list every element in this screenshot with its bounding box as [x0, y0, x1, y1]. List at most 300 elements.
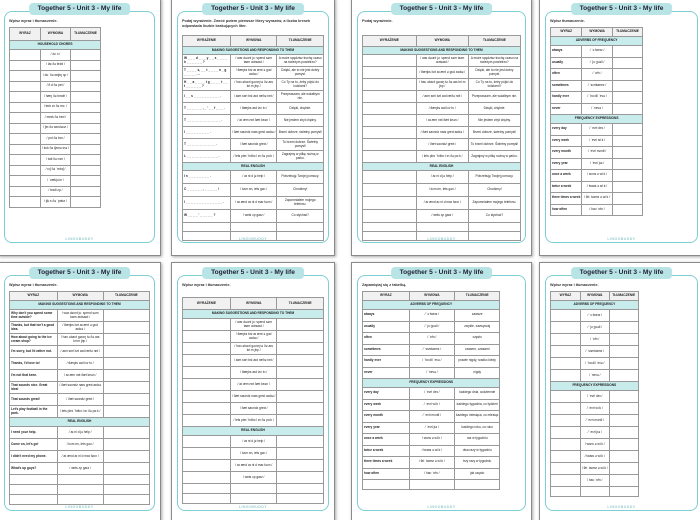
expression-blank[interactable] [183, 415, 231, 427]
pron-cell: / ˈɔːlweɪz / [580, 310, 609, 322]
pron-cell: / ˈɒfn / [582, 69, 612, 81]
word-blank[interactable] [10, 155, 41, 166]
trans-blank[interactable] [103, 406, 149, 418]
word-blank[interactable] [551, 415, 581, 427]
trans-blank[interactable] [277, 460, 324, 472]
worksheet-frequency-key [351, 262, 532, 520]
word-blank[interactable] [10, 71, 41, 82]
trans-blank[interactable] [103, 451, 149, 463]
trans-blank[interactable] [277, 319, 324, 331]
trans-cell: każdego roku, co roku [455, 422, 500, 434]
word-cell: every month [363, 411, 410, 423]
trans-blank[interactable] [612, 204, 642, 216]
expression-blank[interactable] [183, 319, 231, 331]
trans-blank[interactable] [612, 181, 642, 193]
trans-cell: czasem, czasami [455, 344, 500, 356]
expression-blank[interactable] [363, 197, 417, 210]
pron-cell: / aɪ niːd jə help / [57, 427, 103, 439]
trans-blank[interactable] [277, 415, 324, 427]
word-blank[interactable] [10, 50, 41, 61]
trans-blank[interactable] [70, 81, 100, 92]
header-pronunciation: WYMOWA [230, 298, 277, 310]
blank-cell [230, 494, 277, 504]
trans-blank[interactable] [609, 475, 638, 487]
pron-cell: / ˈevri wiːk / [409, 399, 454, 411]
header-translation: TŁUMACZENIE [277, 298, 324, 310]
sheet-instruction: Podaj wyrażenie. Zwróć potem pierwsze litery wyrazów, a liczba kresek odpowiada liczbie brakujących liter. [182, 19, 311, 28]
brand-logo: LINGOBUDDY [427, 237, 456, 241]
blank-cell [10, 495, 58, 505]
word-blank[interactable] [551, 358, 581, 370]
clue-cell[interactable]: C _ _ _ _ _ _ , _ _ _ _ _ ! [183, 184, 231, 197]
section-title: ADVERBS OF FREQUENCY [551, 37, 643, 46]
pron-cell: / haʊ əbaʊt gəʊɪŋ tə ðə aɪs kriːm ʃɒp / [416, 79, 468, 91]
pron-cell: / wɒts ʌp gaɪz / [230, 472, 277, 484]
sheet-title: Together 5 - Unit 3 - My life [29, 3, 131, 15]
blank-cell[interactable] [277, 484, 324, 494]
pron-cell: / dʌ n / [40, 50, 70, 61]
pron-cell: / ˈevri wiːk / [580, 403, 609, 415]
pron-cell: / kʊk ðə tʃʌmə ɪnə / [40, 144, 70, 155]
pron-cell: / ˈɔːlweɪz / [582, 46, 612, 58]
trans-blank[interactable] [609, 310, 638, 322]
expression-blank[interactable] [363, 55, 417, 67]
blank-cell[interactable] [103, 495, 149, 505]
expression-blank[interactable] [183, 472, 231, 484]
clue-cell[interactable]: W _ _ _ _ ' _ _ _ _ _ ? [183, 210, 231, 223]
expression-blank[interactable] [183, 367, 231, 379]
trans-blank[interactable] [609, 391, 638, 403]
trans-blank[interactable] [609, 370, 638, 382]
word-blank[interactable] [10, 176, 41, 187]
sheet-title: Together 5 - Unit 3 - My life [202, 267, 304, 279]
pron-cell: / haʊ ˈɒfn / [582, 204, 612, 216]
word-cell: never [363, 367, 410, 379]
word-cell: often [551, 69, 582, 81]
pron-cell: / aɪ æm nɒt ðæt keən / [230, 379, 277, 391]
sheet-title: Together 5 - Unit 3 - My life [202, 3, 304, 15]
clue-cell[interactable]: I n _ _ _ _ _ _ _ _ . [183, 171, 231, 184]
trans-blank[interactable] [70, 144, 100, 155]
blank-cell[interactable] [551, 487, 581, 497]
trans-blank[interactable] [612, 147, 642, 159]
blank-cell[interactable] [183, 232, 231, 241]
trans-blank[interactable] [277, 379, 324, 391]
word-blank[interactable] [10, 186, 41, 197]
trans-blank[interactable] [70, 123, 100, 134]
clue-cell[interactable]: W _ _ _ d _ _ _ y _ _ s _ _ _ _ h _ _ _ _ _ _ ? [183, 55, 231, 67]
word-blank[interactable] [10, 144, 41, 155]
header-word: WYRAZ [551, 292, 581, 301]
trans-cell: zawsze [455, 310, 500, 322]
header-expression: WYRAŻENIE [183, 36, 231, 47]
trans-blank[interactable] [609, 322, 638, 334]
trans-blank[interactable] [103, 322, 149, 334]
trans-blank[interactable] [612, 135, 642, 147]
worksheet-frequency-translate [539, 0, 700, 256]
word-blank[interactable] [10, 123, 41, 134]
word-blank[interactable] [10, 197, 41, 208]
blank-cell [363, 480, 410, 490]
word-blank[interactable] [551, 322, 581, 334]
expression-blank[interactable] [183, 460, 231, 472]
word-blank[interactable] [551, 439, 581, 451]
expression-blank[interactable] [363, 115, 417, 127]
word-cell: usually [363, 321, 410, 333]
section-title: HOUSEHOLD CHORES [10, 41, 101, 50]
pron-cell: / kʌm ɒn, lets gəʊ / [416, 184, 468, 197]
blank-cell[interactable] [183, 484, 231, 494]
pron-cell: / aɪ ænd aɪ niːd maɪ fəʊn / [416, 197, 468, 210]
trans-blank[interactable] [609, 427, 638, 439]
expression-blank[interactable] [363, 67, 417, 79]
word-blank[interactable] [551, 427, 581, 439]
trans-blank[interactable] [277, 403, 324, 415]
pron-cell: / aɪ niːd jə help / [416, 171, 468, 184]
expression-blank[interactable] [363, 151, 417, 163]
trans-cell: Dzięki, ale to nie jest dobry pomysł. [468, 67, 520, 79]
trans-blank[interactable] [609, 439, 638, 451]
expression-blank[interactable] [363, 171, 417, 184]
section-title: MAKING SUGGESTIONS AND RESPONDING TO THEM [363, 47, 521, 55]
pron-cell: / ˈɒfn / [409, 333, 454, 345]
expression-blank[interactable] [183, 355, 231, 367]
trans-blank[interactable] [70, 165, 100, 176]
pron-cell: / ðæt saʊndz naɪs greɪt aɪdɪə / [57, 382, 103, 394]
pron-cell: / duː ðə wɒʃɪŋ ʌp / [40, 71, 70, 82]
expression-blank[interactable] [363, 210, 417, 223]
sheet-instruction: Podaj wyrażenie. [362, 19, 393, 23]
section-title: REAL ENGLISH [183, 163, 324, 171]
trans-blank[interactable] [609, 415, 638, 427]
pron-cell: / ˈɒfn / [580, 334, 609, 346]
blank-cell[interactable] [363, 223, 417, 232]
blank-cell [57, 475, 103, 485]
trans-blank[interactable] [70, 134, 100, 145]
trans-blank[interactable] [612, 92, 642, 104]
clue-cell[interactable]: T _ _ _ _ s, _ _ t _ _ _ _ n _ g _ _ _ _ _ ... [183, 67, 231, 79]
header-pronunciation: WYMOWA [230, 36, 277, 47]
trans-blank[interactable] [609, 358, 638, 370]
pron-cell: / ˈevri jɪə / [582, 158, 612, 170]
trans-blank[interactable] [103, 346, 149, 358]
pron-cell: / ˈnevə / [580, 370, 609, 382]
trans-blank[interactable] [277, 331, 324, 343]
pron-cell: / haʊ əbaʊt gəʊɪŋ tə ðə aɪs kriːm ʃɒp / [230, 343, 277, 355]
blank-cell [455, 480, 500, 490]
trans-cell: prawie nigdy, rzadko kiedy [455, 356, 500, 368]
blank-cell[interactable] [609, 487, 638, 497]
word-cell: never [551, 103, 582, 115]
pron-cell: / haʊ ˈɒfn / [580, 475, 609, 487]
pron-cell: / ˈevri mʌnθ / [409, 411, 454, 423]
expression-blank[interactable] [183, 343, 231, 355]
expression-blank[interactable] [183, 379, 231, 391]
trans-blank[interactable] [70, 50, 100, 61]
trans-cell: każdego dnia, codziennie [455, 388, 500, 400]
trans-cell: dwa razy w tygodniu [455, 445, 500, 457]
pron-cell: / wɒts ʌp gaɪz / [230, 210, 277, 223]
trans-blank[interactable] [103, 394, 149, 406]
clue-cell[interactable]: T _ _ _ _ _ _ _ _ _ _ _ _ _ . [183, 115, 231, 127]
pron-cell: / ˈjuːʒuəli / [580, 322, 609, 334]
brand-logo: LINGOBUDDY [607, 237, 636, 241]
word-blank[interactable] [551, 451, 581, 463]
word-blank[interactable] [551, 310, 581, 322]
word-blank[interactable] [10, 60, 41, 71]
word-cell: how often [363, 468, 410, 480]
trans-blank[interactable] [103, 382, 149, 394]
pron-cell: / θæŋks aɪd lʌv tʊ / [416, 103, 468, 115]
header-pronunciation: WYMOWA [409, 292, 454, 301]
word-blank[interactable] [551, 334, 581, 346]
trans-blank[interactable] [612, 124, 642, 136]
clue-cell[interactable]: T _ _ _ _ _ _ , _ ' _ _ f _ _ _ . [183, 103, 231, 115]
section-title: ADVERBS OF FREQUENCY [363, 301, 500, 310]
word-blank[interactable] [551, 475, 581, 487]
trans-cell: Zagrajmy w piłkę nożną w parku. [468, 151, 520, 163]
expression-blank[interactable] [363, 184, 417, 197]
vocab-table [550, 291, 639, 497]
expression-blank[interactable] [183, 403, 231, 415]
expression-blank[interactable] [363, 127, 417, 139]
trans-blank[interactable] [103, 334, 149, 346]
trans-blank[interactable] [612, 158, 642, 170]
pron-cell: / haʊ əbaʊt gəʊɪŋ tə ðə aɪs kriːm ʃɒp / [57, 334, 103, 346]
trans-blank[interactable] [609, 403, 638, 415]
trans-blank[interactable] [612, 69, 642, 81]
clue-cell[interactable]: I _ _ _ _ _ _ _ _ _ . [183, 127, 231, 139]
pron-cell: / waɪ dəʊnt juː spend səm taɪm aʊtsaɪd / [57, 310, 103, 322]
trans-blank[interactable] [277, 355, 324, 367]
word-cell: three times a week [551, 193, 582, 205]
trans-blank[interactable] [70, 113, 100, 124]
clue-cell[interactable]: L _ _ _ _ _ _ _ _ _ _ _ _ . [183, 151, 231, 163]
pron-cell: / ˈjuːʒuəli / [582, 57, 612, 69]
expression-cell: That sounds great! [10, 394, 58, 406]
trans-cell: To brzmi dobrze. Świetny pomysł! [468, 139, 520, 151]
section-title: REAL ENGLISH [363, 163, 521, 171]
trans-blank[interactable] [103, 439, 149, 451]
trans-blank[interactable] [612, 80, 642, 92]
trans-cell: Zapomniałem mojego telefonu. [468, 197, 520, 210]
blank-cell [57, 485, 103, 495]
expression-blank[interactable] [183, 331, 231, 343]
word-blank[interactable] [551, 370, 581, 382]
word-cell: how often [551, 204, 582, 216]
trans-blank[interactable] [612, 170, 642, 182]
trans-blank[interactable] [609, 463, 638, 475]
word-cell: sometimes [363, 344, 410, 356]
vocab-table [9, 291, 150, 505]
word-blank[interactable] [10, 92, 41, 103]
trans-blank[interactable] [612, 46, 642, 58]
brand-logo: LINGOBUDDY [238, 505, 268, 509]
trans-cell: nigdy [455, 367, 500, 379]
blank-cell[interactable] [103, 485, 149, 495]
blank-cell[interactable] [363, 232, 417, 241]
expression-blank[interactable] [363, 103, 417, 115]
pron-cell: / waɪ dəʊnt juː spend səm taɪm aʊtsaɪd / [230, 55, 277, 67]
blank-cell [409, 480, 454, 490]
pron-cell: / ðæt saʊndz greɪt / [57, 394, 103, 406]
pron-cell: / aɪ æm nɒt ðæt keən / [57, 370, 103, 382]
trans-blank[interactable] [103, 427, 149, 439]
word-cell: every day [363, 388, 410, 400]
trans-blank[interactable] [103, 310, 149, 322]
pron-cell: / waɪ dəʊnt juː spend səm taɪm aʊtsaɪd / [416, 55, 468, 67]
header-expression: WYRAŻENIE [363, 36, 417, 47]
sheet-instruction: Wpisz wyraz i tłumaczenie. [9, 283, 58, 287]
pron-cell: / ðæt saʊndz naɪs greɪt aɪdɪə / [416, 127, 468, 139]
trans-blank[interactable] [103, 463, 149, 475]
pron-cell: / θæŋks aɪd lʌv tʊ / [230, 367, 277, 379]
trans-blank[interactable] [277, 436, 324, 448]
pron-cell: / tɒɪdi ʌp / [40, 186, 70, 197]
word-blank[interactable] [10, 134, 41, 145]
section-title: ADVERBS OF FREQUENCY [551, 301, 639, 310]
trans-blank[interactable] [70, 71, 100, 82]
blank-cell[interactable] [277, 494, 324, 504]
trans-blank[interactable] [612, 193, 642, 205]
pron-cell: / lets pleɪ ˈfʊtbɔːl ɪn ðə pɑːk / [230, 415, 277, 427]
blank-cell [416, 223, 468, 232]
word-blank[interactable] [10, 165, 41, 176]
trans-blank[interactable] [277, 343, 324, 355]
worksheet-suggestions-key [0, 262, 161, 520]
trans-blank[interactable] [609, 334, 638, 346]
blank-cell [277, 223, 324, 232]
pron-cell: / ˈsʌmtaɪmz / [580, 346, 609, 358]
trans-blank[interactable] [609, 451, 638, 463]
trans-blank[interactable] [70, 197, 100, 208]
expression-cell: What's up guys? [10, 463, 58, 475]
trans-blank[interactable] [70, 92, 100, 103]
expression-blank[interactable] [363, 79, 417, 91]
trans-blank[interactable] [609, 346, 638, 358]
clue-cell[interactable]: T _ _ _ _ _ _ _ _ _ _ _ . [183, 139, 231, 151]
expression-blank[interactable] [183, 436, 231, 448]
word-blank[interactable] [10, 81, 41, 92]
header-translation: TŁUMACZENIE [612, 28, 642, 37]
clue-cell[interactable]: I _ _ _ _ _ _ _ _ _ _ _ _ _ _ . [183, 197, 231, 210]
trans-cell: Chodźmy! [277, 184, 324, 197]
trans-blank[interactable] [70, 155, 100, 166]
trans-blank[interactable] [103, 358, 149, 370]
pron-cell: / ðæt saʊndz greɪt / [230, 139, 277, 151]
pron-cell: / ˈnevə / [409, 367, 454, 379]
trans-cell: często [455, 333, 500, 345]
pron-cell: / θæŋks bʌt aɪ ænt ə gʊd aɪdɪə / [416, 67, 468, 79]
header-word: WYRAZ [363, 292, 410, 301]
worksheet-chores [0, 0, 161, 256]
pron-cell: / ðæt saʊndz naɪs greɪt aɪdɪə / [230, 127, 277, 139]
blank-cell[interactable] [183, 223, 231, 232]
pron-cell: / aɪ ænd aɪ niːd maɪ fəʊn / [57, 451, 103, 463]
trans-blank[interactable] [277, 472, 324, 484]
expression-blank[interactable] [183, 391, 231, 403]
word-blank[interactable] [551, 346, 581, 358]
worksheet-suggestions-clues [171, 0, 335, 256]
word-cell: every month [551, 147, 582, 159]
trans-blank[interactable] [277, 367, 324, 379]
word-blank[interactable] [551, 403, 581, 415]
expression-blank[interactable] [183, 448, 231, 460]
expression-cell: That sounds nice. Great idea! [10, 382, 58, 394]
header-pronunciation: WYMOWA [57, 292, 103, 301]
pron-cell: / ˈevri deɪ / [582, 124, 612, 136]
pron-cell: / teɪk ɪn ðə mɔː / [40, 102, 70, 113]
pron-cell: / wɒts ʌp gaɪz / [416, 210, 468, 223]
blank-cell [10, 475, 58, 485]
trans-blank[interactable] [277, 448, 324, 460]
trans-blank[interactable] [70, 176, 100, 187]
trans-cell: Brzmi dobrze, świetny pomysł! [468, 127, 520, 139]
pron-cell: / meɪk ðə bed / [40, 113, 70, 124]
trans-blank[interactable] [70, 102, 100, 113]
trans-blank[interactable] [70, 186, 100, 197]
word-blank[interactable] [10, 113, 41, 124]
pron-cell: / lets pleɪ ˈfʊtbɔːl ɪn ðə pɑːk / [416, 151, 468, 163]
word-cell: every year [363, 422, 410, 434]
header-word: WYRAZ [551, 28, 582, 37]
blank-cell[interactable] [183, 494, 231, 504]
expression-cell: I didn't need my phone. [10, 451, 58, 463]
trans-cell: A może spędzisz trochę czasu na świeżym powietrzu? [468, 55, 520, 67]
expression-blank[interactable] [363, 91, 417, 103]
sheet-instruction: Wpisz wyraz i tłumaczenie. [9, 19, 58, 23]
blank-cell[interactable] [103, 475, 149, 485]
pron-cell: / fiːd ðə pet / [40, 81, 70, 92]
trans-blank[interactable] [612, 57, 642, 69]
trans-cell: Chodźmy! [468, 184, 520, 197]
pron-cell: / ˈnevə / [582, 103, 612, 115]
word-blank[interactable] [551, 391, 581, 403]
expression-blank[interactable] [363, 139, 417, 151]
pron-cell: / hæŋ ðə lɒndri / [40, 92, 70, 103]
pron-cell: / tɪdi ðə rʊm / [40, 155, 70, 166]
word-cell: every week [363, 399, 410, 411]
trans-cell: Nie jestem zbyt chętny. [468, 115, 520, 127]
header-translation: TŁUMACZENIE [609, 292, 638, 301]
word-cell: every year [551, 158, 582, 170]
brand-logo: LINGOBUDDY [65, 505, 94, 509]
section-title: FREQUENCY EXPRESSIONS [551, 382, 639, 391]
header-translation: TŁUMACZENIE [70, 28, 100, 41]
word-cell: every day [551, 124, 582, 136]
clue-cell[interactable]: H _ _ a _ _ _ _ t g _ _ _ _ t _ _ t _ _ _ _ _ _ ? [183, 79, 231, 91]
pron-cell: / ˈvækjuːm / [40, 176, 70, 187]
pron-cell: / twaɪs ə wiːk / [580, 451, 609, 463]
pron-cell: / twaɪs ə wiːk / [409, 445, 454, 457]
pron-cell: / θæŋks bʌt aɪ ænt ə gʊd aɪdɪə / [230, 331, 277, 343]
clue-cell[interactable]: I _ _ s _ _ _ _ _ _ _ _ _ _ . [183, 91, 231, 103]
trans-blank[interactable] [277, 391, 324, 403]
pron-cell: / wʌns ə wiːk / [582, 170, 612, 182]
sheet-title: Together 5 - Unit 3 - My life [571, 3, 673, 15]
pron-cell: / aɪm sɒri bʌt aɪd ræðə nɒt / [230, 91, 277, 103]
trans-blank[interactable] [70, 60, 100, 71]
word-blank[interactable] [10, 102, 41, 113]
trans-blank[interactable] [103, 370, 149, 382]
pron-cell: / θriː taɪmz ə wiːk / [582, 193, 612, 205]
pron-cell: / ˈhɑːdli ˈevə / [582, 92, 612, 104]
sheet-title: Together 5 - Unit 3 - My life [29, 267, 131, 279]
expression-cell: Thanks, but that isn't a good idea. [10, 322, 58, 334]
trans-blank[interactable] [612, 103, 642, 115]
word-blank[interactable] [551, 463, 581, 475]
pron-cell: / ˈevri jɪə / [580, 427, 609, 439]
